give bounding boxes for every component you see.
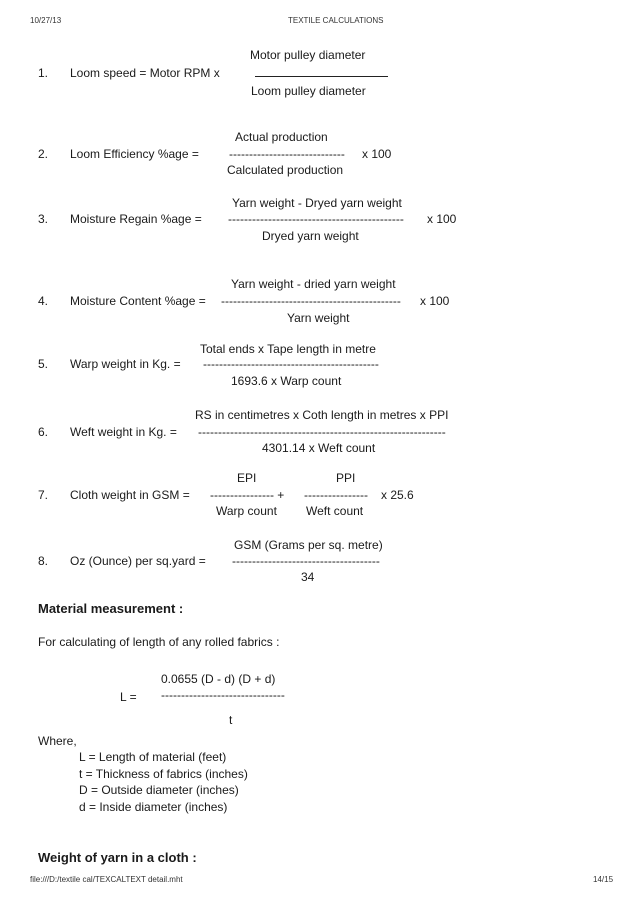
- formula-3-number: 3.: [38, 212, 49, 226]
- formula-4-suffix: x 100: [420, 294, 450, 308]
- formula-1-number: 1.: [38, 66, 49, 80]
- material-numerator: 0.0655 (D - d) (D + d): [161, 672, 276, 686]
- material-def-thickness: t = Thickness of fabrics (inches): [79, 767, 248, 781]
- formula-6-number: 6.: [38, 425, 49, 439]
- formula-5-numerator: Total ends x Tape length in metre: [200, 342, 376, 356]
- formula-3-suffix: x 100: [427, 212, 457, 226]
- formula-5-number: 5.: [38, 357, 49, 371]
- formula-2-number: 2.: [38, 147, 49, 161]
- formula-7-numerator-epi: EPI: [237, 471, 257, 485]
- formula-7-numerator-ppi: PPI: [336, 471, 356, 485]
- formula-5-denominator: 1693.6 x Warp count: [231, 374, 342, 388]
- formula-2-denominator: Calculated production: [227, 163, 344, 177]
- formula-2-dashes: -----------------------------: [229, 147, 345, 161]
- formula-3-numerator: Yarn weight - Dryed yarn weight: [232, 196, 402, 210]
- formula-4-label: Moisture Content %age =: [70, 294, 206, 308]
- material-dashes: -------------------------------: [161, 688, 285, 702]
- formula-8-numerator: GSM (Grams per sq. metre): [234, 538, 383, 552]
- footer-page-number: 14/15: [593, 875, 614, 884]
- formula-7-label: Cloth weight in GSM =: [70, 488, 190, 502]
- material-def-length: L = Length of material (feet): [79, 750, 227, 764]
- material-where: Where,: [38, 734, 77, 748]
- formula-5-dashes: --------------------------------------------: [203, 357, 379, 371]
- formula-7-denominator-weft: Weft count: [306, 504, 364, 518]
- formula-6-numerator: RS in centimetres x Coth length in metres x PPI: [195, 408, 449, 422]
- formula-5-label: Warp weight in Kg. =: [70, 357, 181, 371]
- formula-3-dashes: --------------------------------------------: [228, 212, 404, 226]
- material-lhs: L =: [120, 690, 137, 704]
- formula-7-dashes-right: ----------------: [304, 488, 368, 502]
- material-def-outside-diameter: D = Outside diameter (inches): [79, 783, 239, 797]
- formula-7-number: 7.: [38, 488, 49, 502]
- formula-2-label: Loom Efficiency %age =: [70, 147, 199, 161]
- formula-6-dashes: --------------------------------------------------------------: [198, 425, 446, 439]
- header-title: TEXTILE CALCULATIONS: [288, 16, 384, 25]
- footer-path: file:///D:/textile cal/TEXCALTEXT detail.mht: [30, 875, 183, 884]
- formula-3-label: Moisture Regain %age =: [70, 212, 202, 226]
- material-heading: Material measurement :: [38, 601, 184, 616]
- formula-3-denominator: Dryed yarn weight: [262, 229, 359, 243]
- formula-2-numerator: Actual production: [235, 130, 328, 144]
- formula-4-numerator: Yarn weight - dried yarn weight: [231, 277, 396, 291]
- formula-4-dashes: ---------------------------------------------: [221, 294, 401, 308]
- header-date: 10/27/13: [30, 16, 62, 25]
- formula-7-dashes-left: ---------------- +: [210, 488, 285, 502]
- formula-4-number: 4.: [38, 294, 49, 308]
- formula-1-denominator: Loom pulley diameter: [251, 84, 366, 98]
- formula-1-label: Loom speed = Motor RPM x: [70, 66, 220, 80]
- material-intro: For calculating of length of any rolled fabrics :: [38, 635, 280, 649]
- formula-6-denominator: 4301.14 x Weft count: [262, 441, 376, 455]
- formula-1-fraction-bar: [255, 76, 388, 77]
- material-def-inside-diameter: d = Inside diameter (inches): [79, 800, 228, 814]
- formula-2-suffix: x 100: [362, 147, 392, 161]
- yarn-heading: Weight of yarn in a cloth :: [38, 850, 197, 865]
- formula-6-label: Weft weight in Kg. =: [70, 425, 177, 439]
- formula-7-denominator-warp: Warp count: [216, 504, 277, 518]
- formula-8-label: Oz (Ounce) per sq.yard =: [70, 554, 206, 568]
- formula-4-denominator: Yarn weight: [287, 311, 350, 325]
- formula-8-denominator: 34: [301, 570, 315, 584]
- formula-7-suffix: x 25.6: [381, 488, 414, 502]
- formula-8-dashes: -------------------------------------: [232, 554, 380, 568]
- material-denominator: t: [229, 713, 233, 727]
- formula-1-numerator: Motor pulley diameter: [250, 48, 366, 62]
- formula-8-number: 8.: [38, 554, 49, 568]
